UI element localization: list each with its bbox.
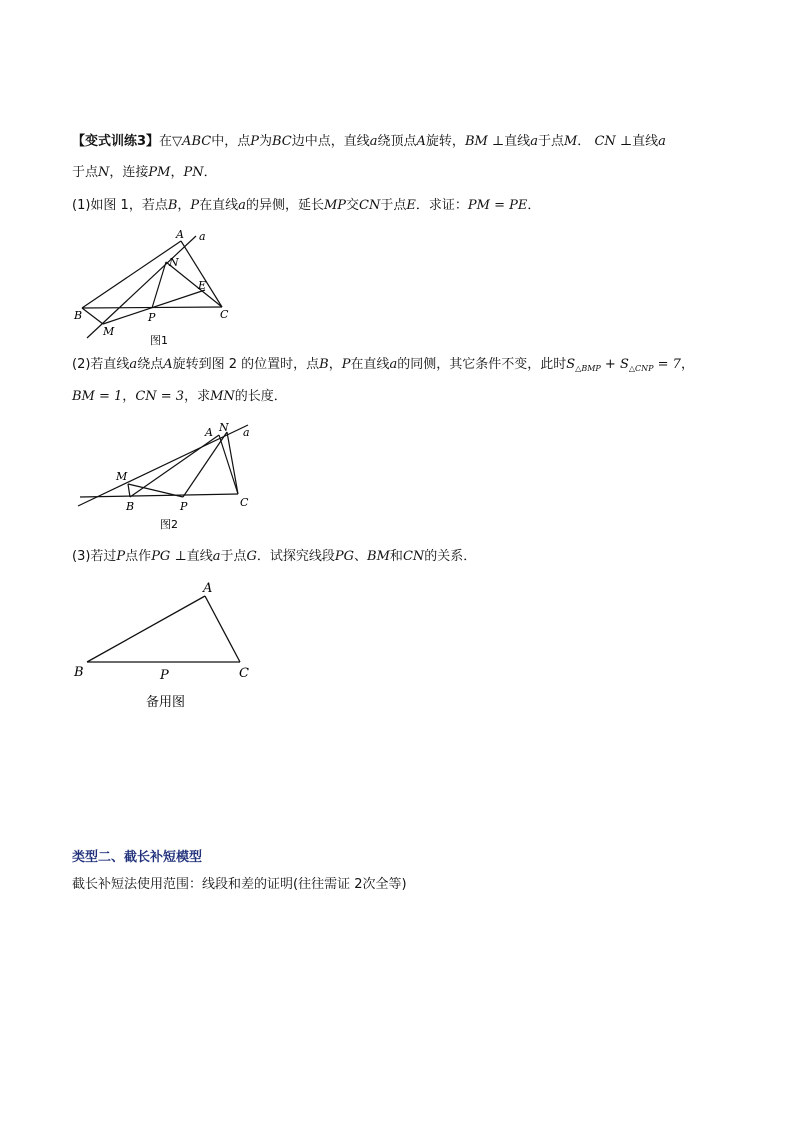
section-heading: 类型二、截长补短模型 — [72, 850, 203, 865]
fig2-label-P: P — [180, 500, 188, 513]
fig3-AC — [205, 596, 240, 662]
fig3-AB — [87, 596, 205, 662]
fig2-caption: 图2 — [160, 518, 178, 531]
fig1-label-N: N — [169, 256, 179, 269]
fig1-label-B: B — [74, 309, 83, 322]
fig3-label-P: P — [160, 668, 169, 683]
fig1-label-M: M — [103, 325, 115, 338]
fig2-label-A: A — [205, 426, 213, 439]
section-text: 截长补短法使用范围：线段和差的证明(往往需证 2次全等) — [72, 877, 407, 892]
part3-text: (3)若过P点作PG ⊥直线a于点G．试探究线段PG、BM和CN的关系． — [72, 549, 477, 564]
part1-text: (1)如图 1，若点B，P在直线a的异侧，延长MP交CN于点E．求证：PM = PE． — [72, 198, 541, 213]
fig2-label-M: M — [116, 470, 128, 483]
fig3-label-A: A — [203, 581, 213, 596]
fig2-label-B: B — [126, 500, 135, 513]
fig1-label-a: a — [199, 230, 206, 243]
fig1-label-E: E — [198, 279, 207, 292]
problem-line-2: 于点N，连接PM，PN． — [72, 165, 217, 180]
fig2-label-C: C — [240, 496, 249, 509]
fig1-label-C: C — [220, 308, 229, 321]
fig1-caption: 图1 — [150, 334, 168, 347]
fig2-label-N: N — [219, 421, 229, 434]
fig3-label-B: B — [74, 665, 84, 680]
fig3-caption: 备用图 — [146, 695, 186, 710]
fig3-label-C: C — [239, 666, 249, 681]
part2-text-2: BM = 1，CN = 3，求MN的长度． — [72, 389, 287, 404]
problem-line-1: 【变式训练3】在▽ABC中，点P为BC边中点，直线a绕顶点A旋转，BM ⊥直线a于点M． CN ⊥直线a — [72, 134, 666, 149]
fig2-label-a: a — [243, 426, 250, 439]
fig1-label-P: P — [148, 311, 156, 324]
problem-tag: 【变式训练3】 — [72, 134, 160, 149]
fig1-label-A: A — [176, 228, 184, 241]
part2-text-1: (2)若直线a绕点A旋转到图 2 的位置时，点B，P在直线a的同侧，其它条件不变，此时$S_{\triangle BMP} + S_{\triangle CNP} = 7$， — [72, 357, 694, 373]
